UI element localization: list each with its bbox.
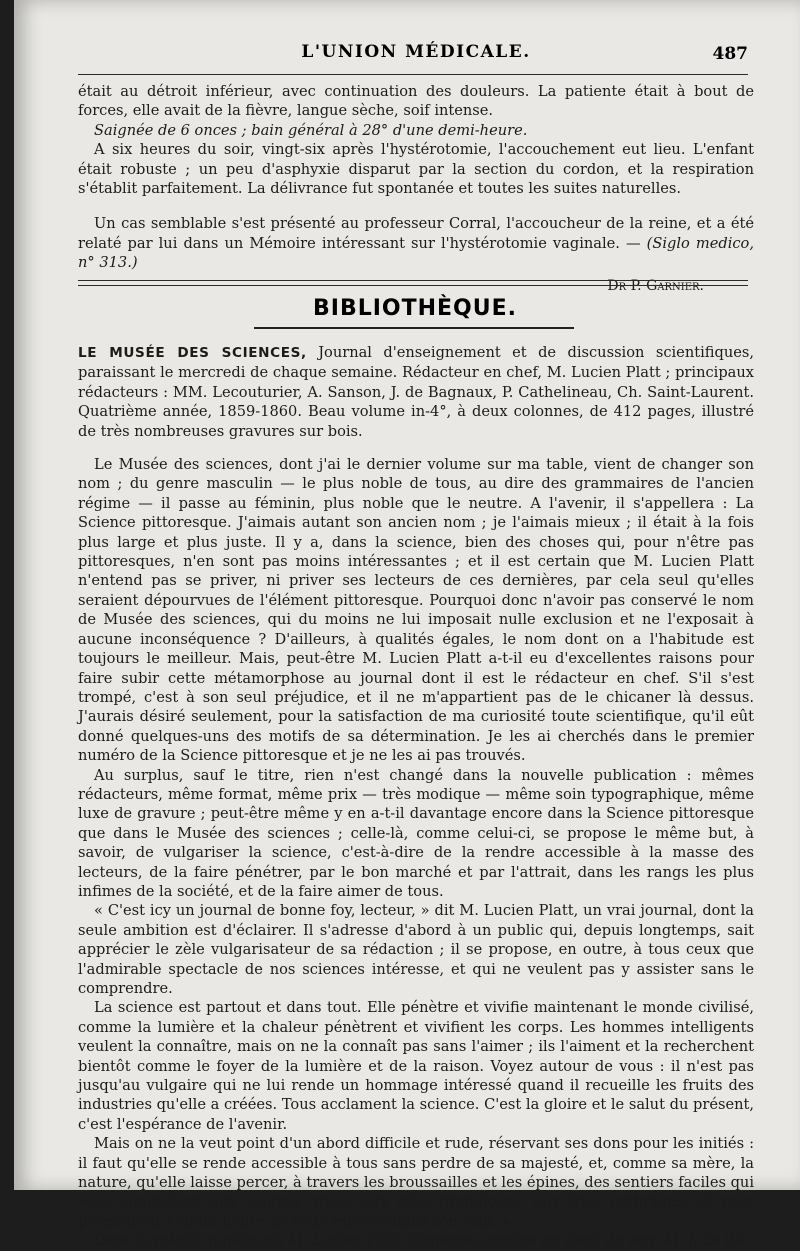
review-intro	[78, 343, 754, 441]
page-number: 487	[712, 44, 748, 64]
section-rule-bottom	[78, 285, 748, 286]
running-title: L'UNION MÉDICALE.	[301, 42, 531, 62]
review-paragraph-2: Au surplus, sauf le titre, rien n'est changé dans la nouvelle publication : mêmes rédacteurs, même format, même prix — très modique — même soin typographique, même luxe de gravure ; peut-être même y en a-t-il davantage encore dans la Science pittoresque que dans le Musée des sciences ; celle-là, comme celui-ci, se propose le même but, à savoir, de vulgariser la science, c'est-à-dire de la rendre accessible à la masse des lecteurs, de la faire pénétrer, par le bon marché et par l'attrait, dans les rangs les plus infimes de la société, et de la faire aimer de tous.	[78, 766, 754, 900]
review-paragraph-3: « C'est icy un journal de bonne foy, lecteur, » dit M. Lucien Platt, un vrai journal, dont la seule ambition est d'éclairer. Il s'adresse d'abord à un public qui, depuis longtemps, sait apprécier le zèle vulgarisateur de sa rédaction ; il se propose, en outre, à tous ceux que l'admirable spectacle de nos sciences intéresse, et qui ne veulent pas y assister sans le comprendre.	[78, 902, 754, 997]
case-paragraph-4-text: Un cas semblable s'est présenté au professeur Corral, l'accoucheur de la reine, et a été relaté par lui dans un Mémoire intéressant sur l'hystérotomie vaginale. —	[78, 215, 754, 252]
case-paragraph-2: Saignée de 6 onces ; bain général à 28° d'une demi-heure.	[94, 121, 528, 139]
reviewed-title: LE MUSÉE DES SCIENCES,	[78, 345, 307, 361]
review-paragraph-4: La science est partout et dans tout. Elle pénètre et vivifie maintenant le monde civilisé, comme la lumière et la chaleur pénètrent et vivifient les corps. Les hommes intelligents veulent la connaître, mais on ne la connaît pas sans l'aimer ; ils l'aiment et la recherchent bientôt comme le foyer de la lumière et de la raison. Voyez autour de vous : il n'est pas jusqu'au vulgaire qui ne lui rende un hommage intéressé quand il recueille les fruits des industries qu'elle a créées. Tous acclament la science. C'est la gloire et le salut du présent, c'est l'espérance de l'avenir.	[78, 999, 754, 1133]
case-paragraph-3: A six heures du soir, vingt-six après l'hystérotomie, l'accouchement eut lieu. L'enfant était robuste ; un peu d'asphyxie disparut par la section du cordon, et la respiration s'établit parfaitement. La délivrance fut spontanée et toutes les suites naturelles.	[78, 141, 754, 198]
section-rule-top	[78, 280, 748, 281]
review-intro-text: Journal d'enseignement et de discussion scientifiques, paraissant le mercredi de chaque semaine. Rédacteur en chef, M. Lucien Platt ; principaux rédacteurs : MM. Lecouturier, A. Sanson, J. de Bagnaux, P. Cathelineau, Ch. Saint-Laurent. Quatrième année, 1859-1860. Beau volume in-4°, à deux colonnes, de 412 pages, illustré de très nombreuses gravures sur bois.	[78, 344, 754, 440]
page-header	[78, 38, 754, 72]
case-paragraph-1: était au détroit inférieur, avec continuation des douleurs. La patiente était à bout de forces, elle avait de la fièvre, langue sèche, soif intense.	[78, 83, 754, 120]
case-report-section	[78, 82, 754, 294]
section-heading: BIBLIOTHÈQUE.	[312, 296, 518, 321]
section-heading-underline	[254, 327, 574, 329]
header-rule	[78, 74, 748, 75]
case-paragraph-4	[78, 214, 754, 272]
case-citation: (Siglo medico, n° 313.)	[78, 234, 754, 272]
review-paragraph-6: Dans le même numéro où M. Lucien Platt s'exprime comme on vient de voir, M. J. de Ba-	[94, 1232, 750, 1250]
review-paragraph-5: Mais on ne la veut point d'un abord difficile et rude, réservant ses dons pour les initiés : il faut qu'elle se rende accessible à tous sans perdre de sa majesté, et, comme sa mère, la nature, qu'elle laisse percer, à travers les broussailles et les épines, des sentiers faciles qui vous conduisent aux sources vives, aux sites grandioses, aux frais ombrages, et vous permettent à toute heure de vous reposer dans son sein. »	[78, 1135, 754, 1230]
review-section	[78, 343, 754, 1251]
review-paragraph-1: Le Musée des sciences, dont j'ai le dernier volume sur ma table, vient de changer son nom ; du genre masculin — le plus noble de tous, au dire des grammaires de l'ancien régime — il passe au féminin, plus noble que le neutre. A l'avenir, il s'appellera : La Science pittoresque. J'aimais autant son ancien nom ; je l'aimais mieux ; il était à la fois plus large et plus juste. Il y a, dans la science, bien des choses qui, pour n'être pas pittoresques, n'en sont pas moins intéressantes ; et il est certain que M. Lucien Platt n'entend pas se priver, ni priver ses lecteurs de ces dernières, par cela seul qu'elles seraient dépourvues de l'élément pittoresque. Pourquoi donc n'avoir pas conservé le nom de Musée des sciences, qui du moins ne lui imposait nulle exclusion et ne l'exposait à aucune inconséquence ? D'ailleurs, à qualités égales, le nom dont on a l'habitude est toujours le meilleur. Mais, peut-être M. Lucien Platt a-t-il eu d'excellentes raisons pour faire subir cette métamorphose au journal dont il est le rédacteur en chef. S'il s'est trompé, c'est à son seul préjudice, et il ne m'appartient pas de le chicaner là dessus. J'aurais désiré seulement, pour la satisfaction de ma curiosité toute scientifique, qu'il eût donné quelques-uns des motifs de sa détermination. Je les ai cherchés dans le premier numéro de la Science pittoresque et je ne les ai pas trouvés.	[78, 456, 754, 765]
signature: Dr P. Garnier.	[607, 277, 704, 294]
